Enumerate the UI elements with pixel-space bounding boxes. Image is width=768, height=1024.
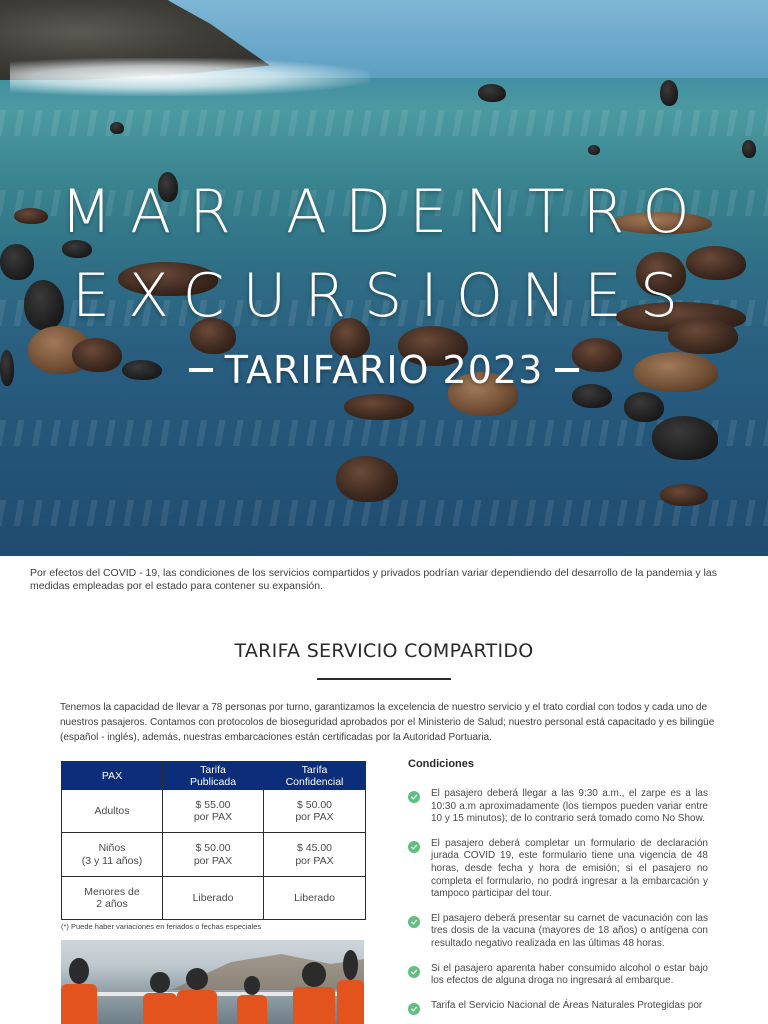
sea-lion (652, 416, 718, 460)
covid-notice: Por efectos del COVID - 19, las condiciones de los servicios compartidos y privados podrían variar dependiendo del desarrollo de la pandemia y las medidas empleadas por el estado para contener su expansión. (30, 567, 717, 592)
header-tarifa-confidencial: Tarifa Confidencial (264, 762, 366, 790)
boat-passengers-photo (61, 940, 364, 1024)
passenger (337, 950, 364, 1024)
sea-lion (336, 456, 398, 502)
sea-lion (588, 145, 600, 155)
condition-text: Tarifa el Servicio Nacional de Áreas Naturales Protegidas por (431, 999, 703, 1011)
passenger (143, 972, 177, 1024)
sea-lion (344, 394, 414, 420)
check-circle-icon (408, 916, 420, 928)
conditions-title: Condiciones (408, 758, 475, 770)
list-item (408, 913, 708, 951)
passenger (61, 958, 97, 1024)
section-intro: Tenemos la capacidad de llevar a 78 personas por turno, garantizamos la excelencia de nuestro servicio y el trato cordial con todos y cada uno de nuestros pasajeros. Contamos con protocolos de bioseguridad aprobados por el Ministerio de Salud; nuestro personal está capacitado y es bilingüe (español - inglés), además, nuestras embarcaciones están certificadas por la Autoridad Portuaria. (60, 702, 715, 743)
table-row (62, 790, 366, 833)
table-cell: $ 45.00 por PAX (264, 833, 366, 877)
hero-title-line2: EXCURSIONES (71, 261, 697, 331)
check-circle-icon (408, 1003, 420, 1015)
hero-foam (10, 58, 370, 96)
hero-subtitle-text: TARIFARIO 2023 (224, 348, 544, 392)
condition-text: El pasajero deberá completar un formulario de declaración jurada COVID 19, este formulario tiene una vigencia de 48 horas, desde fecha y hora de emisión; si el pasajero no completa el formulario, no podrá ingresar a la embarcación y tampoco participar del tour. (431, 837, 708, 900)
dash-left (189, 368, 213, 372)
sea-lion (110, 122, 124, 134)
list-item (408, 1000, 708, 1013)
condition-text: El pasajero deberá llegar a las 9:30 a.m., el zarpe es a las 10:30 a.m aproximadamente (los tiempos pueden variar entre 10 y 15 minutos); de lo contrario será tomado como No Show. (431, 788, 708, 825)
tarifa-table (61, 761, 366, 920)
passenger (177, 968, 217, 1024)
sea-lion (660, 484, 708, 506)
header-tarifa-publicada: Tarifa Publicada (163, 762, 264, 790)
header-pax: PAX (62, 762, 163, 790)
table-cell: Liberado (264, 877, 366, 920)
condition-text: Si el pasajero aparenta haber consumido alcohol o estar bajo los efectos de alguna droga no ingresará al embarque. (431, 962, 708, 987)
passenger (293, 962, 335, 1024)
dash-right (555, 368, 579, 372)
hero-title (0, 170, 768, 392)
table-row (62, 833, 366, 877)
list-item (408, 838, 708, 901)
hero-subtitle (189, 348, 580, 392)
section-title: TARIFA SERVICIO COMPARTIDO (234, 640, 534, 662)
table-footnote: (*) Puede haber variaciones en feriados o fechas especiales (61, 922, 262, 931)
list-item (408, 788, 708, 826)
list-item (408, 963, 708, 988)
title-underline (317, 678, 451, 680)
sea-lion (660, 80, 678, 106)
sea-lion (742, 140, 756, 158)
table-header-row (62, 762, 366, 790)
table-cell: $ 50.00 por PAX (264, 790, 366, 833)
check-circle-icon (408, 791, 420, 803)
passenger (237, 976, 267, 1024)
table-cell: Liberado (163, 877, 264, 920)
table-cell: Adultos (62, 790, 163, 833)
sea-lion (624, 392, 664, 422)
conditions-list (408, 788, 708, 1024)
table-cell: $ 55.00 por PAX (163, 790, 264, 833)
table-row (62, 877, 366, 920)
hero-title-line1: MAR ADENTRO (60, 177, 708, 247)
check-circle-icon (408, 966, 420, 978)
water-texture (0, 500, 768, 526)
condition-text: El pasajero deberá presentar su carnet de vacunación con las tres dosis de la vacuna (mayores de 18 años) o antígena con resultado negativo realizada en las últimas 48 horas. (431, 912, 708, 949)
table-cell: Niños (3 y 11 años) (62, 833, 163, 877)
table-cell: $ 50.00 por PAX (163, 833, 264, 877)
check-circle-icon (408, 841, 420, 853)
sea-lion (478, 84, 506, 102)
table-cell: Menores de 2 años (62, 877, 163, 920)
